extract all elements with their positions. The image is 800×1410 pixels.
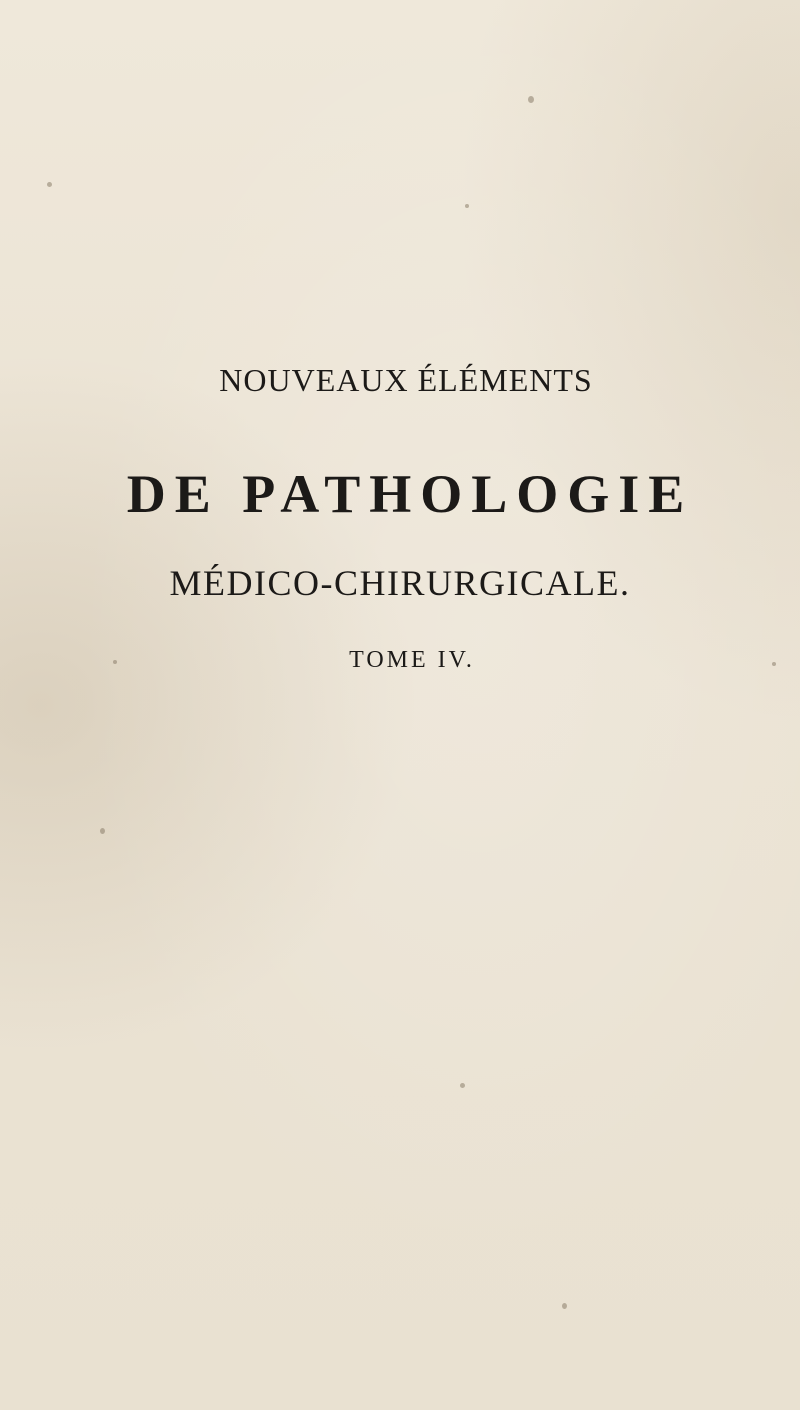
paper-speck	[562, 1303, 567, 1309]
paper-speck	[465, 204, 469, 208]
title-line-nouveaux-elements: NOUVEAUX ÉLÉMENTS	[219, 362, 593, 398]
volume-label: TOME IV.	[349, 647, 475, 673]
title-line-medico-chirurgicale: MÉDICO-CHIRURGICALE.	[169, 563, 631, 603]
paper-speck	[100, 828, 105, 834]
paper-speck	[528, 96, 534, 103]
title-line-de-pathologie: DE PATHOLOGIE	[126, 464, 694, 524]
paper-speck	[47, 182, 52, 187]
paper-speck	[460, 1083, 465, 1088]
